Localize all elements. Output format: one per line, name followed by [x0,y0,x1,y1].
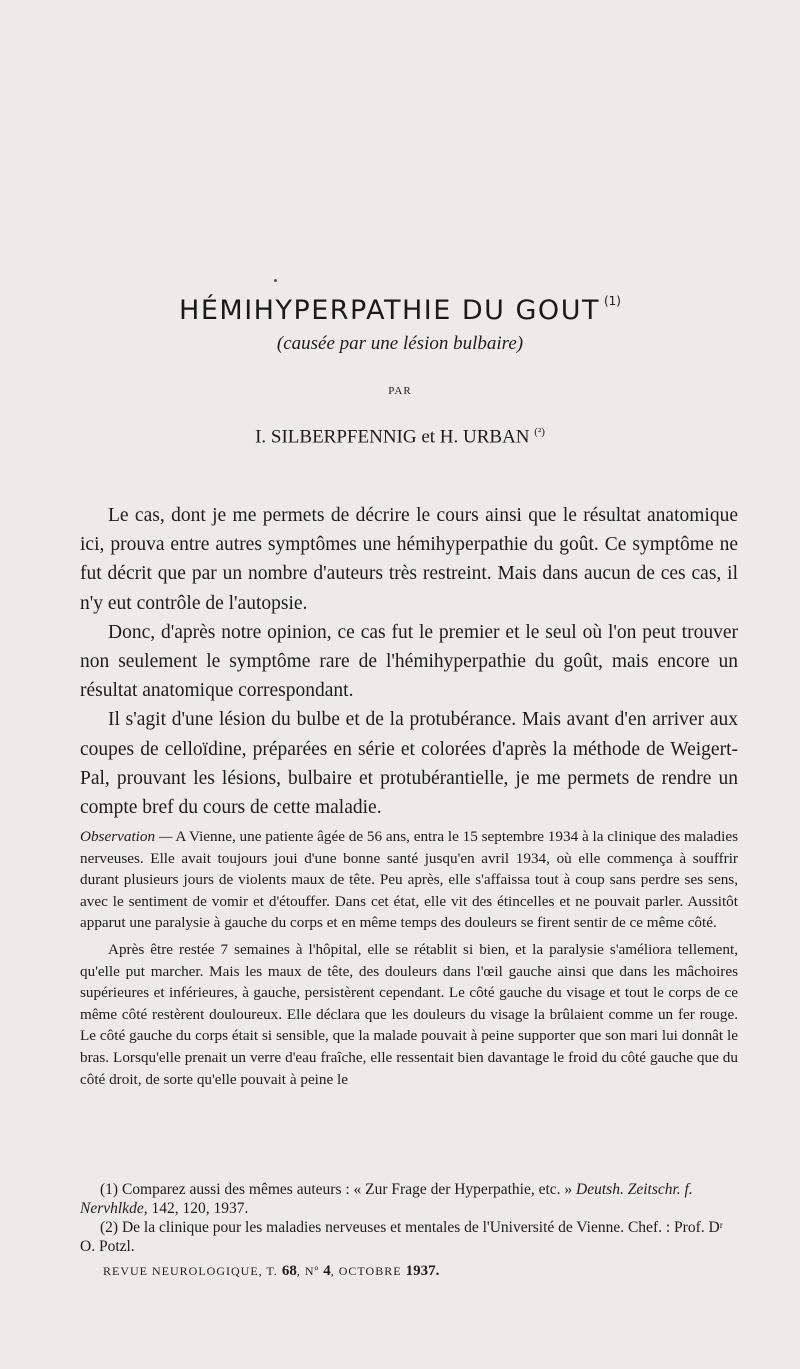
body-paragraph-2: Donc, d'après notre opinion, ce cas fut le premier et le seul où l'on peut trouver non seulement le symptôme rare de l'hémihyperpathie du goût, mais encore un résultat anatomique correspondant. [80,621,738,702]
footer-journal: REVUE NEUROLOGIQUE, T. [103,1264,278,1278]
title-footnote-marker: (1) [603,294,621,308]
body-paragraph-1: Le cas, dont je me permets de décrire le cours ainsi que le résultat anatomique ici, prouva entre autres symptômes une hémihyperpathie du goût. Ce symptôme ne fut décrit que par un nombre d'auteurs très restreint. Mais dans aucun de ces cas, il n'y eut contrôle de l'autopsie. [80,505,738,614]
footer-number: 4 [323,1263,331,1279]
authors-names: I. SILBERPFENNIG et H. URBAN [255,426,530,448]
observation-paragraph-1 [80,826,738,934]
footer-volume: 68 [281,1263,297,1279]
footnote-2-number: (2) [100,1219,119,1236]
journal-footer [103,1263,703,1280]
footnote-1-reference: 142, 120, 1937. [147,1200,249,1217]
footnote-1-text: Comparez aussi des mêmes auteurs : « Zur Frage der Hyperpathie, etc. » [121,1181,577,1198]
footer-month: , OCTOBRE [330,1264,402,1278]
observation-section [80,826,738,1095]
observation-text-1: A Vienne, une patiente âgée de 56 ans, entra le 15 septembre 1934 à la clinique des maladies nerveuses. Elle avait toujours joui d'une bonne santé jusqu'en avril 1934, où elle commença à souffrir durant plusieurs jours de violents maux de tête. Peu après, elle s'affaissa tout à coup sans perdre ses sens, avec le sentiment de vomir et d'étouffer. Dans cet état, elle vit des étincelles et ne pouvait parler. Aussitôt apparut une paralysie à gauche du corps et en même temps des douleurs se firent sentir de ce même côté. [80,828,739,932]
footnote-2-text: De la clinique pour les maladies nerveuses et mentales de l'Université de Vienne. Chef. : Prof. Dʳ O. Potzl. [80,1219,724,1255]
footnote-2 [80,1218,738,1256]
body-paragraph-3: Il s'agit d'une lésion du bulbe et de la protubérance. Mais avant d'en arriver aux coupes de celloïdine, préparées en série et colorées d'après la méthode de Weigert-Pal, prouvant les lésions, bulbaire et protubérantielle, je me permets de rendre un compte bref du cours de cette maladie. [80,709,738,819]
footnote-1-journal: Deutsh. Zeitschr. f. Nervhlkde, [80,1181,693,1217]
footer-number-label: , Nº [296,1264,320,1278]
observation-paragraph-2: Après être restée 7 semaines à l'hôpital, elle se rétablit si bien, et la paralysie s'améliora tellement, qu'elle put marcher. Mais les maux de tête, des douleurs dans l'œil gauche ainsi que dans les mâchoires supérieures et inférieures, à gauche, persistèrent cependant. Le côté gauche du visage et tout le corps de ce même côté restèrent douloureux. Elle déclara que les douleurs du visage la brûlaient comme un fer rouge. Le côté gauche du corps était si sensible, que la malade pouvait à peine supporter que son mari lui donnât le bras. Lorsqu'elle prenait un verre d'eau fraîche, elle ressentait bien davantage le froid du côté gauche que du côté droit, de sorte qu'elle pouvait à peine le [80,940,738,1088]
article-title [0,294,800,326]
byline-par: PAR [388,385,412,397]
main-text [80,501,738,822]
print-speck [274,279,277,282]
footnote-1 [80,1180,738,1218]
article-subtitle: (causée par une lésion bulbaire) [276,333,524,354]
article-title-text: HÉMIHYPERPATHIE DU GOUT [179,295,600,326]
footnotes [80,1180,738,1256]
observation-label: Observation — [80,828,173,845]
authors [0,426,800,448]
authors-footnote-marker: (²) [534,426,545,438]
footnote-1-number: (1) [100,1181,119,1198]
footer-year: 1937. [405,1263,440,1279]
